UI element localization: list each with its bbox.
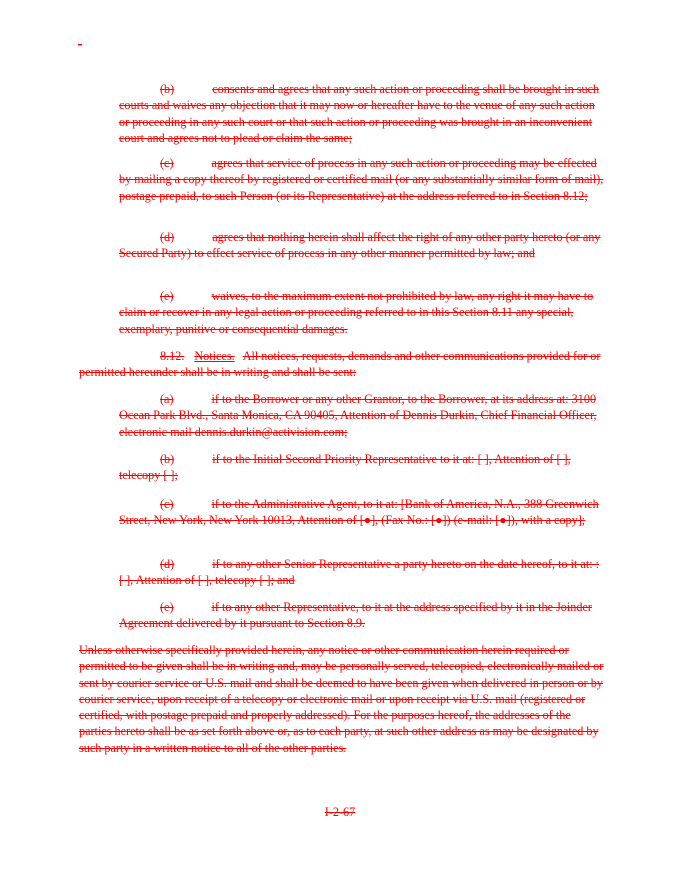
page-number-text: I-2-67: [324, 805, 356, 819]
clause-label: (e): [160, 289, 174, 303]
clause-c-service: [119, 155, 606, 204]
section-heading: Notices.: [194, 349, 235, 363]
closing-paragraph: [79, 642, 606, 756]
clause-label: (a): [160, 392, 174, 406]
clause-text: agrees that nothing herein shall affect the right of any other party hereto (or any Secured Party) to effect service of process in any other manner permitted by law; and: [119, 230, 601, 261]
clause-text: if to any other Representative, to it at the address specified by it in the Joinder Agreement delivered by it pursuant to Section 8.9.: [119, 600, 592, 631]
section-number: 8.12.: [160, 349, 185, 363]
clause-e-waiver: [119, 288, 606, 337]
clause-label: (b): [160, 452, 175, 466]
notice-d-senior-rep: [119, 556, 606, 589]
clause-label: (c): [160, 497, 174, 511]
clause-b-consent: [119, 81, 606, 146]
clause-label: (b): [160, 82, 175, 96]
clause-text: if to the Administrative Agent, to it at: [Bank of America, N.A., 388 Greenwich Street, New York, New York 10013, Attention of [●], (Fax No.: [●]) (e-mail: [●]), with a copy];: [119, 497, 599, 528]
clause-text: agrees that service of process in any such action or proceeding may be effected by mailing a copy thereof by registered or certified mail (or any substantially similar form of mail), postage prepaid, to such Person (or its Representative) at the address referred to in Section 8.12;: [119, 156, 604, 203]
section-text: All notices, requests, demands and other communications provided for or permitted hereunder shall be in writing and shall be sent:: [79, 349, 601, 380]
clause-label: (d): [160, 230, 175, 244]
notice-c-admin-agent: [119, 496, 606, 529]
clause-text: if to the Initial Second Priority Representative to it at: [ ], Attention of [ ], telecopy [ ];: [119, 452, 571, 483]
section-8-12-notices: [79, 348, 606, 381]
top-change-mark: -: [78, 37, 82, 51]
notice-b-second-priority: [119, 451, 606, 484]
notice-a-borrower: [119, 391, 606, 440]
clause-label: (d): [160, 557, 175, 571]
notice-e-other-rep: [119, 599, 606, 632]
page-number: [0, 804, 680, 820]
clause-d-rights: [119, 229, 606, 262]
clause-text: if to any other Senior Representative a party hereto on the date hereof, to it at: : [ ], Attention of [ ], telecopy [ ]; and: [119, 557, 600, 588]
clause-label: (e): [160, 600, 174, 614]
clause-text: consents and agrees that any such action or proceeding shall be brought in such courts and waives any objection that it may now or hereafter have to the venue of any such action or proceeding in any such court or that such action or proceeding was brought in an inconvenient court and agrees not to plead or claim the same;: [119, 82, 600, 145]
closing-text: Unless otherwise specifically provided herein, any notice or other communication herein required or permitted to be given shall be in writing and, may be personally served, telecopied, electronically mailed or sent by courier service or U.S. mail and shall be deemed to have been given when delivered in person or by courier service, upon receipt of a telecopy or electronic mail or upon receipt via U.S. mail (registered or certified, with postage prepaid and properly addressed). For the purposes hereof, the addresses of the parties hereto shall be as set forth above or, as to each party, at such other address as may be designated by such party in a written notice to all of the other parties.: [79, 643, 604, 755]
clause-text: waives, to the maximum extent not prohibited by law, any right it may have to claim or recover in any legal action or proceeding referred to in this Section 8.11 any special, exemplary, punitive or consequential damages.: [119, 289, 594, 336]
clause-text: if to the Borrower or any other Grantor, to the Borrower, at its address at: 3100 Ocean Park Blvd., Santa Monica, CA 90405, Attention of Dennis Durkin, Chief Financial Officer, electronic mail dennis.durkin@activision.com;: [119, 392, 597, 439]
clause-label: (c): [160, 156, 174, 170]
